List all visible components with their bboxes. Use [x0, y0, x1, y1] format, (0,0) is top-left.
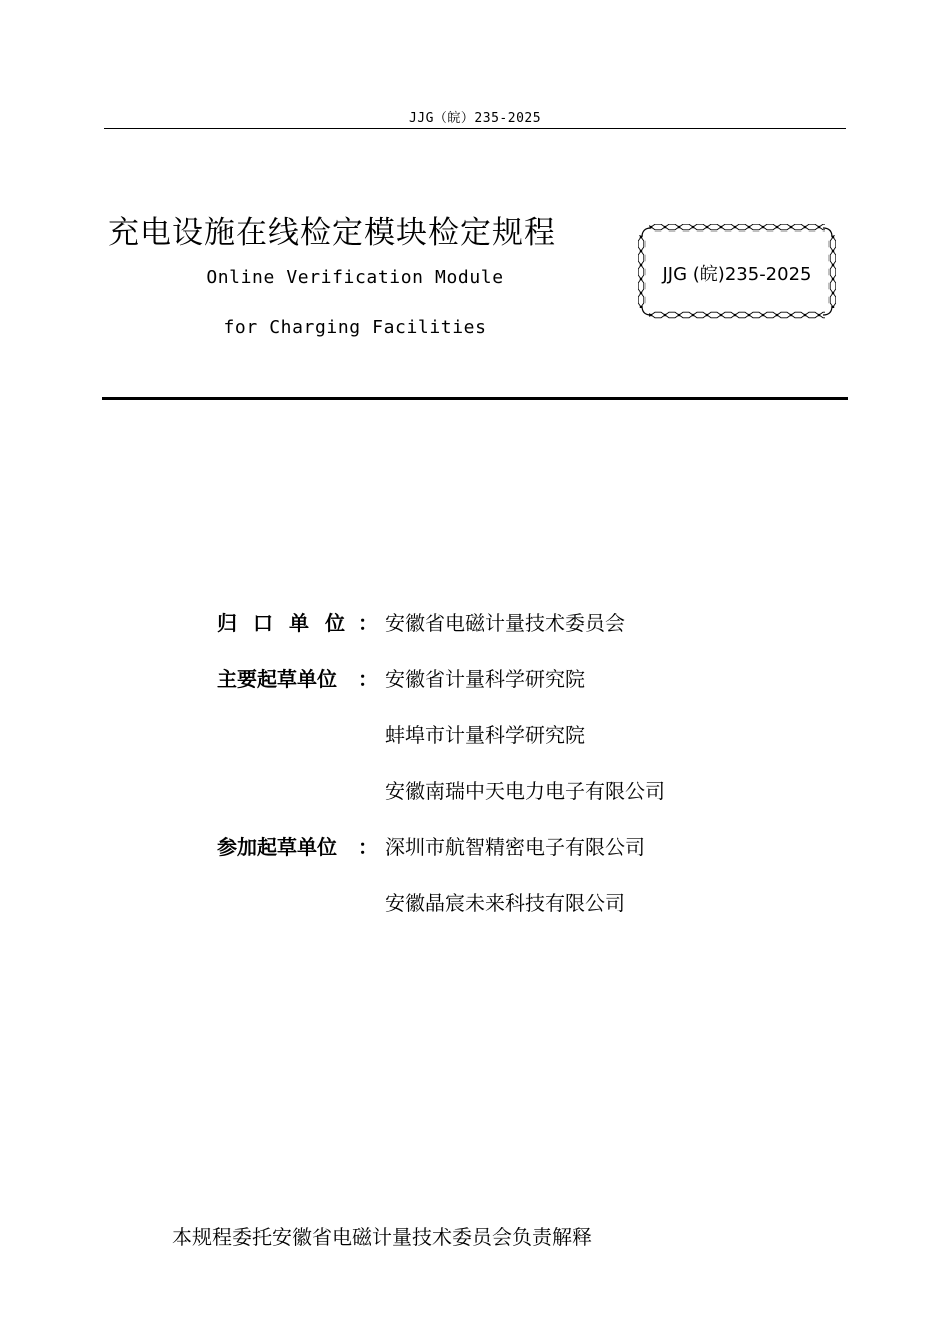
- standard-code-box: [637, 223, 837, 320]
- standard-code-box-text: JJG (皖)235-2025: [662, 264, 812, 285]
- participating-drafting-unit-value: 安徽晶宸未来科技有限公司: [385, 891, 625, 915]
- document-title-chinese: 充电设施在线检定模块检定规程: [108, 215, 556, 251]
- interpretation-note: 本规程委托安徽省电磁计量技术委员会负责解释: [172, 1225, 592, 1249]
- header-divider: [104, 128, 846, 129]
- header-standard-code: JJG（皖）235-2025: [408, 111, 542, 126]
- title-divider: [102, 397, 848, 400]
- main-drafting-unit-colon: ：: [358, 667, 378, 691]
- participating-drafting-unit-value: 深圳市航智精密电子有限公司: [385, 835, 645, 859]
- participating-drafting-unit-label: 参加起草单位: [217, 835, 337, 859]
- main-drafting-unit-value: 安徽南瑞中天电力电子有限公司: [385, 779, 665, 803]
- centralized-unit-colon: ：: [358, 611, 378, 635]
- main-drafting-unit-value: 蚌埠市计量科学研究院: [385, 723, 585, 747]
- document-title-english-line2: for Charging Facilities: [223, 317, 487, 338]
- centralized-unit-value: 安徽省电磁计量技术委员会: [385, 611, 625, 635]
- main-drafting-unit-label: 主要起草单位: [217, 667, 337, 691]
- participating-drafting-unit-colon: ：: [358, 835, 378, 859]
- centralized-unit-label: 归口单位: [217, 611, 361, 635]
- document-title-english-line1: Online Verification Module: [206, 267, 504, 288]
- main-drafting-unit-value: 安徽省计量科学研究院: [385, 667, 585, 691]
